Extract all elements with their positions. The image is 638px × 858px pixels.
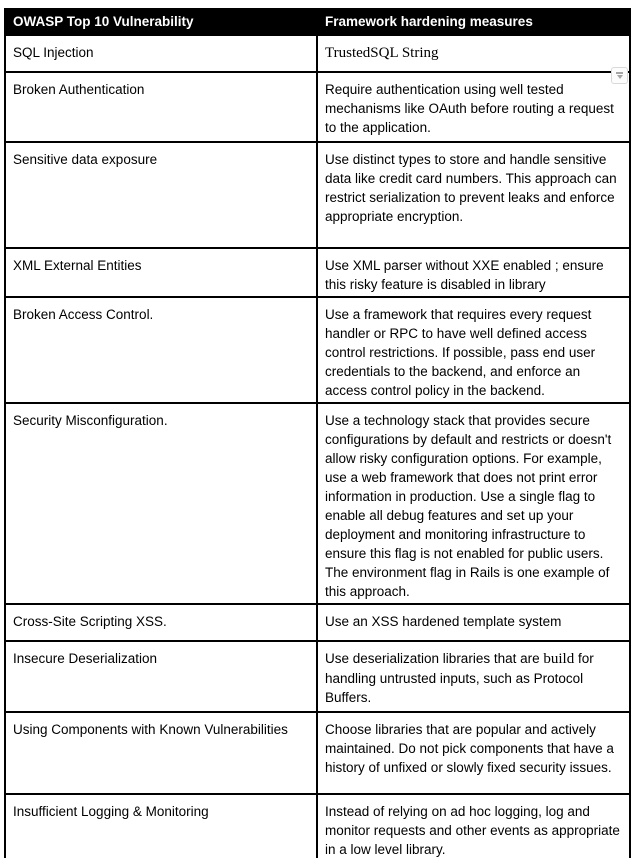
measure-text-serif: TrustedSQL String bbox=[325, 45, 439, 61]
measure-cell: Use a framework that requires every request handler or RPC to have well defined access control restrictions. If possible, pass end user credentials to the backend, and enforce an access control policy in the backend. bbox=[317, 297, 630, 403]
table-row-broken-access-control bbox=[5, 297, 630, 403]
measure-cell: Use a technology stack that provides secure configurations by default and restricts or doesn't allow risky configuration options. For example, use a web framework that does not print error information in production. Use a single flag to enable all debug features and set up your deployment and monitoring infrastructure to ensure this flag is not enabled for public users. The environment flag in Rails is one example of this approach. bbox=[317, 403, 630, 604]
table-row-security-misconfiguration bbox=[5, 403, 630, 604]
owasp-hardening-table bbox=[4, 8, 631, 858]
comment-collapse-icon-bar bbox=[616, 72, 623, 74]
vulnerability-cell: Broken Access Control. bbox=[5, 297, 317, 403]
table-row-sql-injection bbox=[5, 35, 630, 72]
comment-collapse-icon[interactable] bbox=[611, 67, 628, 84]
measure-cell bbox=[317, 641, 630, 712]
table-row-broken-authentication bbox=[5, 72, 630, 142]
vulnerability-cell: Security Misconfiguration. bbox=[5, 403, 317, 604]
vulnerability-cell: Insecure Deserialization bbox=[5, 641, 317, 712]
vulnerability-cell: Cross-Site Scripting XSS. bbox=[5, 604, 317, 641]
vulnerability-cell: Broken Authentication bbox=[5, 72, 317, 142]
comment-collapse-icon-triangle bbox=[617, 75, 623, 79]
col-header-vulnerability: OWASP Top 10 Vulnerability bbox=[5, 9, 317, 35]
table-row-insecure-deserialization bbox=[5, 641, 630, 712]
vulnerability-cell: Sensitive data exposure bbox=[5, 142, 317, 248]
table-row-insufficient-logging bbox=[5, 794, 630, 858]
measure-cell: Require authentication using well tested mechanisms like OAuth before routing a request to the application. bbox=[317, 72, 630, 142]
table-row-known-vulnerable-components bbox=[5, 712, 630, 794]
measure-cell: Use XML parser without XXE enabled ; ensure this risky feature is disabled in library bbox=[317, 248, 630, 297]
measure-text: Use deserialization libraries that are bbox=[325, 651, 544, 666]
measure-cell bbox=[317, 35, 630, 72]
vulnerability-cell: Insufficient Logging & Monitoring bbox=[5, 794, 317, 858]
table-row-sensitive-data-exposure bbox=[5, 142, 630, 248]
col-header-measures: Framework hardening measures bbox=[317, 9, 630, 35]
measure-text-serif: build bbox=[543, 651, 575, 667]
table-row-cross-site-scripting bbox=[5, 604, 630, 641]
measure-text: for handling untrusted inputs, such as Protocol Buffers. bbox=[325, 651, 594, 705]
vulnerability-cell: Using Components with Known Vulnerabilities bbox=[5, 712, 317, 794]
measure-cell: Choose libraries that are popular and actively maintained. Do not pick components that have a history of unfixed or slowly fixed security issues. bbox=[317, 712, 630, 794]
measure-cell: Instead of relying on ad hoc logging, log and monitor requests and other events as appropriate in a low level library. bbox=[317, 794, 630, 858]
table-row-xml-external-entities bbox=[5, 248, 630, 297]
vulnerability-cell: SQL Injection bbox=[5, 35, 317, 72]
header-row bbox=[5, 9, 630, 35]
measure-cell: Use distinct types to store and handle sensitive data like credit card numbers. This approach can restrict serialization to prevent leaks and enforce appropriate encryption. bbox=[317, 142, 630, 248]
measure-cell: Use an XSS hardened template system bbox=[317, 604, 630, 641]
vulnerability-cell: XML External Entities bbox=[5, 248, 317, 297]
